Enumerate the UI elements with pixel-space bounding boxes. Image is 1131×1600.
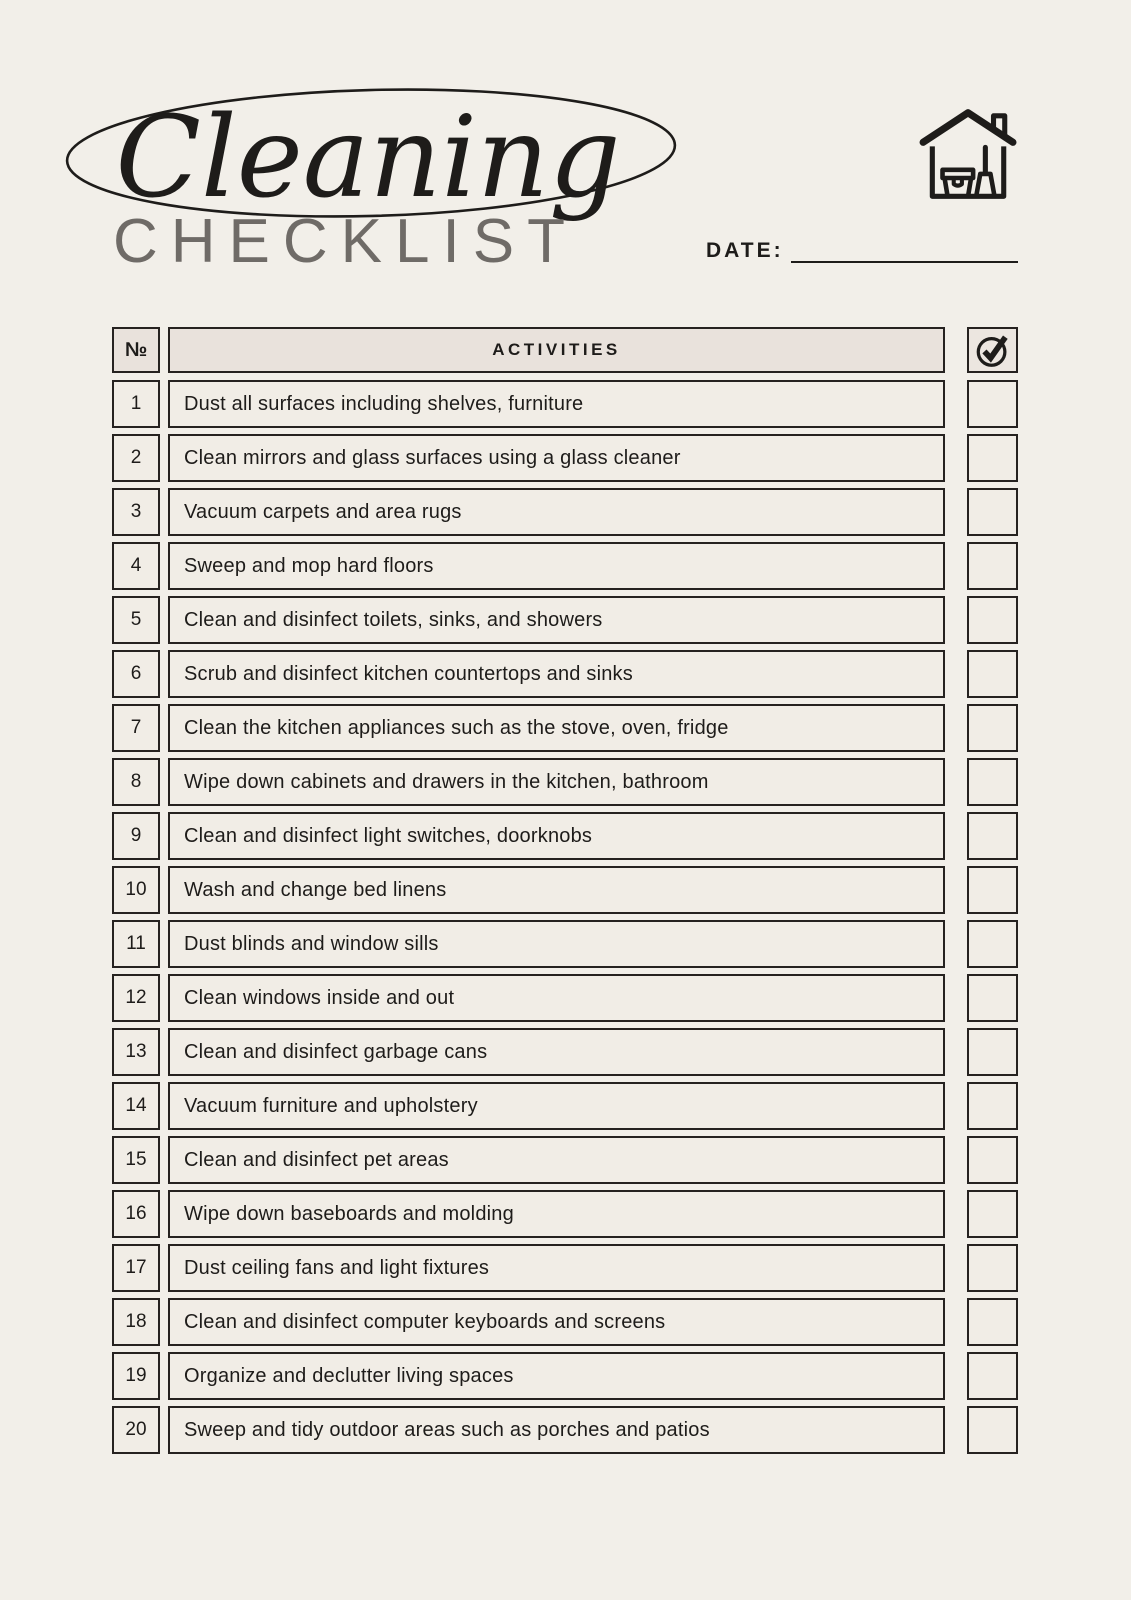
- row-checkbox[interactable]: [967, 866, 1018, 914]
- row-checkbox[interactable]: [967, 974, 1018, 1022]
- row-number: 9: [112, 812, 160, 860]
- row-number: 7: [112, 704, 160, 752]
- row-checkbox[interactable]: [967, 1244, 1018, 1292]
- row-number: 19: [112, 1352, 160, 1400]
- activities-column-header: ACTIVITIES: [168, 327, 945, 373]
- activity-text: Clean and disinfect computer keyboards and screens: [168, 1298, 945, 1346]
- activity-text: Wipe down cabinets and drawers in the kitchen, bathroom: [168, 758, 945, 806]
- row-checkbox[interactable]: [967, 758, 1018, 806]
- table-row: [112, 1082, 1018, 1130]
- row-number: 1: [112, 380, 160, 428]
- checklist-table: [112, 327, 1018, 1460]
- row-checkbox[interactable]: [967, 488, 1018, 536]
- done-column-header: [967, 327, 1018, 373]
- row-number: 5: [112, 596, 160, 644]
- date-input-line[interactable]: [791, 241, 1018, 263]
- activity-text: Dust blinds and window sills: [168, 920, 945, 968]
- table-row: [112, 1028, 1018, 1076]
- row-number: 2: [112, 434, 160, 482]
- date-field: [706, 240, 1018, 263]
- row-number: 13: [112, 1028, 160, 1076]
- row-checkbox[interactable]: [967, 1190, 1018, 1238]
- activity-text: Dust ceiling fans and light fixtures: [168, 1244, 945, 1292]
- activity-text: Dust all surfaces including shelves, furniture: [168, 380, 945, 428]
- table-row: [112, 542, 1018, 590]
- page-title-script: Cleaning: [115, 93, 621, 223]
- date-label: DATE:: [706, 239, 784, 262]
- table-row: [112, 812, 1018, 860]
- table-row: [112, 380, 1018, 428]
- activity-text: Wipe down baseboards and molding: [168, 1190, 945, 1238]
- table-row: [112, 1406, 1018, 1454]
- row-number: 17: [112, 1244, 160, 1292]
- table-row: [112, 758, 1018, 806]
- row-checkbox[interactable]: [967, 542, 1018, 590]
- table-row: [112, 1352, 1018, 1400]
- table-row: [112, 1298, 1018, 1346]
- row-checkbox[interactable]: [967, 1028, 1018, 1076]
- row-number: 14: [112, 1082, 160, 1130]
- table-row: [112, 650, 1018, 698]
- number-column-header: №: [112, 327, 160, 373]
- table-row: [112, 1244, 1018, 1292]
- row-checkbox[interactable]: [967, 1406, 1018, 1454]
- activity-text: Vacuum carpets and area rugs: [168, 488, 945, 536]
- activity-text: Wash and change bed linens: [168, 866, 945, 914]
- activity-text: Sweep and tidy outdoor areas such as porches and patios: [168, 1406, 945, 1454]
- table-row: [112, 596, 1018, 644]
- row-checkbox[interactable]: [967, 596, 1018, 644]
- table-header-row: [112, 327, 1018, 373]
- row-checkbox[interactable]: [967, 920, 1018, 968]
- activity-text: Clean the kitchen appliances such as the stove, oven, fridge: [168, 704, 945, 752]
- activity-text: Vacuum furniture and upholstery: [168, 1082, 945, 1130]
- activity-text: Organize and declutter living spaces: [168, 1352, 945, 1400]
- activity-text: Clean mirrors and glass surfaces using a glass cleaner: [168, 434, 945, 482]
- row-number: 10: [112, 866, 160, 914]
- row-number: 12: [112, 974, 160, 1022]
- table-row: [112, 704, 1018, 752]
- activity-text: Clean and disinfect toilets, sinks, and showers: [168, 596, 945, 644]
- row-number: 15: [112, 1136, 160, 1184]
- checklist-rows: [112, 380, 1018, 1454]
- circle-check-icon: [974, 331, 1012, 369]
- table-row: [112, 488, 1018, 536]
- row-number: 16: [112, 1190, 160, 1238]
- table-row: [112, 434, 1018, 482]
- house-cleaning-icon: [916, 104, 1018, 202]
- activity-text: Sweep and mop hard floors: [168, 542, 945, 590]
- row-number: 3: [112, 488, 160, 536]
- row-number: 4: [112, 542, 160, 590]
- row-checkbox[interactable]: [967, 1298, 1018, 1346]
- row-checkbox[interactable]: [967, 812, 1018, 860]
- activity-text: Scrub and disinfect kitchen countertops and sinks: [168, 650, 945, 698]
- page-subtitle: CHECKLIST: [113, 207, 578, 276]
- row-checkbox[interactable]: [967, 1136, 1018, 1184]
- table-row: [112, 1190, 1018, 1238]
- activity-text: Clean and disinfect garbage cans: [168, 1028, 945, 1076]
- row-checkbox[interactable]: [967, 1352, 1018, 1400]
- table-row: [112, 866, 1018, 914]
- table-row: [112, 920, 1018, 968]
- row-number: 8: [112, 758, 160, 806]
- row-checkbox[interactable]: [967, 434, 1018, 482]
- row-checkbox[interactable]: [967, 704, 1018, 752]
- row-number: 18: [112, 1298, 160, 1346]
- table-row: [112, 1136, 1018, 1184]
- row-number: 6: [112, 650, 160, 698]
- row-number: 20: [112, 1406, 160, 1454]
- row-checkbox[interactable]: [967, 380, 1018, 428]
- activity-text: Clean and disinfect light switches, doorknobs: [168, 812, 945, 860]
- row-checkbox[interactable]: [967, 1082, 1018, 1130]
- row-checkbox[interactable]: [967, 650, 1018, 698]
- activity-text: Clean and disinfect pet areas: [168, 1136, 945, 1184]
- table-row: [112, 974, 1018, 1022]
- activity-text: Clean windows inside and out: [168, 974, 945, 1022]
- row-number: 11: [112, 920, 160, 968]
